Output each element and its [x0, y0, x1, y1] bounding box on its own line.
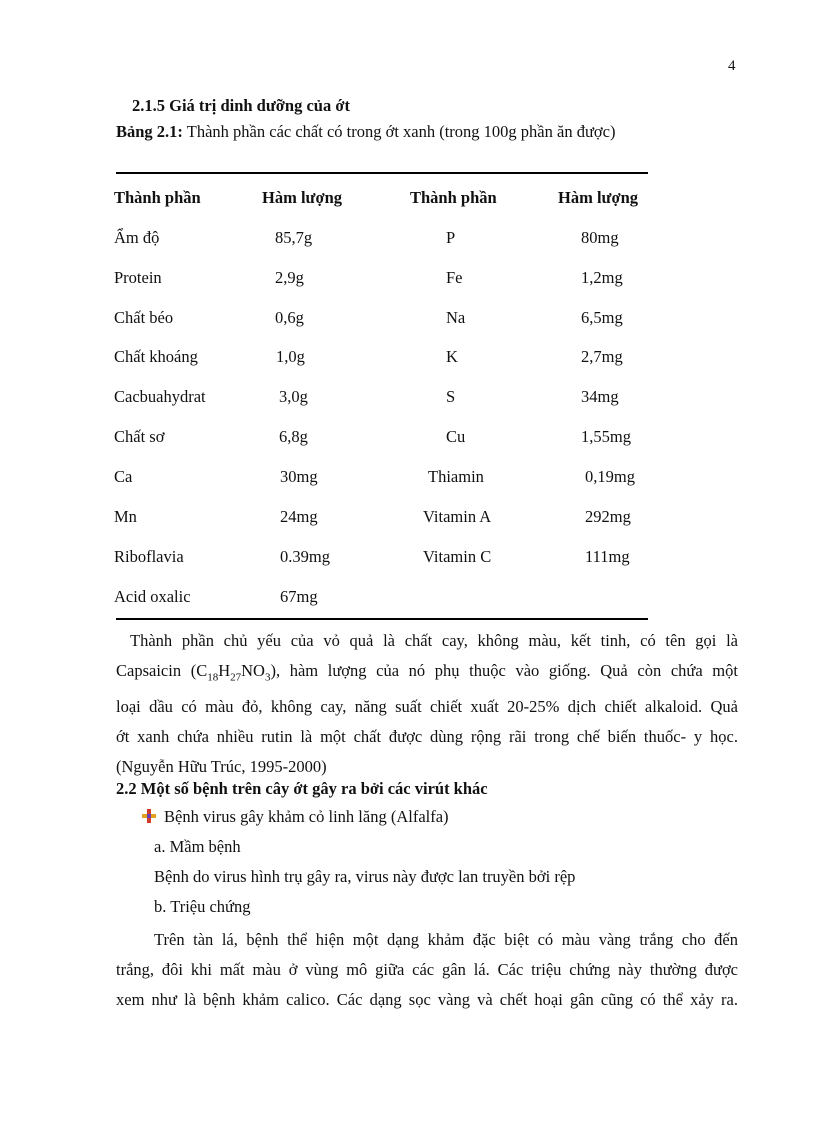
table-cell: Ẩm độ: [114, 228, 160, 247]
table-cell: Chất béo: [114, 308, 174, 327]
paragraph-line: Trên tàn lá, bệnh thể hiện một dạng khảm đặc biệt có màu vàng trắng cho đến: [154, 930, 738, 949]
table-cell: 2,7mg: [581, 347, 623, 366]
table-cell: Na: [446, 308, 466, 327]
four-arrows-bullet-icon: [142, 809, 156, 823]
table-cell: 0,6g: [275, 308, 304, 327]
table-cell: Chất sơ: [114, 427, 165, 446]
table-cell: Vitamin C: [423, 547, 492, 566]
table-cell: Acid oxalic: [114, 587, 191, 606]
formula-part: NO: [241, 661, 265, 680]
formula-part: H: [218, 661, 231, 680]
bullet-item-label: Bệnh virus gây khảm cỏ linh lăng (Alfalfa): [164, 807, 449, 826]
paragraph-line: xem như là bệnh khảm calico. Các dạng sọc vàng và chết hoại gân cũng có thể xảy ra.: [116, 990, 738, 1009]
table-top-rule: [116, 172, 648, 174]
table-cell: 292mg: [585, 507, 631, 526]
paragraph-symptoms: [116, 925, 738, 1015]
section-heading: 2.1.5 Giá trị dinh dưỡng của ớt: [132, 96, 350, 115]
formula-part: ), hàm lượng của nó phụ thuộc vào giống. Quả còn chứa một: [270, 661, 738, 680]
table-cell: 34mg: [581, 387, 619, 406]
table-cell: P: [446, 228, 456, 247]
page-number: 4: [728, 58, 736, 74]
table-cell: Cacbuahydrat: [114, 387, 206, 406]
formula-part: Capsaicin (C: [116, 661, 208, 680]
table-cell: 1,0g: [276, 347, 305, 366]
formula-subscript: 18: [207, 671, 219, 684]
formula-subscript: 27: [230, 671, 242, 684]
table-header-component-2: Thành phần: [410, 188, 497, 207]
table-cell: 2,9g: [275, 268, 304, 287]
table-cell: K: [446, 347, 458, 366]
table-cell: 1,55mg: [581, 427, 631, 446]
paragraph-line: loại dầu có màu đỏ, không cay, năng suất chiết xuất 20-25% dịch chiết alkaloid. Quả: [116, 697, 738, 717]
table-cell: Vitamin A: [423, 507, 492, 526]
table-cell: Chất khoáng: [114, 347, 198, 366]
citation: (Nguyễn Hữu Trúc, 1995-2000): [116, 757, 327, 777]
table-cell: 6,5mg: [581, 308, 623, 327]
table-cell: 85,7g: [275, 228, 313, 247]
table-caption: [116, 122, 615, 142]
table-caption-label: Bảng 2.1:: [116, 122, 183, 141]
paragraph-line: Thành phần chủ yếu của vỏ quả là chất cay, không màu, kết tinh, có tên gọi là: [130, 631, 738, 650]
table-cell: Cu: [446, 427, 466, 446]
table-cell: Mn: [114, 507, 137, 526]
table-cell: 0.39mg: [280, 547, 330, 566]
section2-heading: 2.2 Một số bệnh trên cây ớt gây ra bởi các virút khác: [116, 779, 488, 798]
formula-subscript: 3: [264, 671, 271, 684]
table-caption-text: Thành phần các chất có trong ớt xanh (trong 100g phần ăn được): [182, 122, 616, 141]
table-cell: 30mg: [280, 467, 318, 486]
table-cell: 24mg: [280, 507, 318, 526]
table-cell: Thiamin: [428, 467, 484, 486]
subsection-a-heading: a. Mầm bệnh: [154, 837, 241, 856]
table-cell: 80mg: [581, 228, 619, 247]
paragraph-line: ớt xanh chứa nhiều rutin là một chất được dùng rộng rãi trong chế biến thuốc- y học.: [116, 727, 738, 747]
table-cell: 6,8g: [279, 427, 308, 446]
table-cell: 0,19mg: [585, 467, 635, 486]
paragraph-capsaicin: [116, 626, 738, 782]
table-cell: 3,0g: [279, 387, 308, 406]
table-bottom-rule: [116, 618, 648, 620]
paragraph-line: trắng, đôi khi mất màu ở vùng mô giữa các gân lá. Các triệu chứng này thường được: [116, 960, 738, 979]
table-cell: Fe: [446, 268, 463, 287]
paragraph-line: [116, 656, 738, 692]
table-cell: 111mg: [585, 547, 630, 566]
subsection-b-heading: b. Triệu chứng: [154, 897, 251, 916]
table-cell: 1,2mg: [581, 268, 623, 287]
table-cell: S: [446, 387, 456, 406]
table-cell: Ca: [114, 467, 133, 486]
table-cell: Riboflavia: [114, 547, 184, 566]
table-cell: Protein: [114, 268, 162, 287]
bullet-item: [142, 807, 449, 827]
table-cell: 67mg: [280, 587, 318, 606]
table-header-component-1: Thành phần: [114, 188, 201, 207]
table-header-amount-1: Hàm lượng: [262, 188, 343, 207]
cause-text: Bệnh do virus hình trụ gây ra, virus này được lan truyền bởi rệp: [154, 867, 576, 886]
table-header-amount-2: Hàm lượng: [558, 188, 639, 207]
